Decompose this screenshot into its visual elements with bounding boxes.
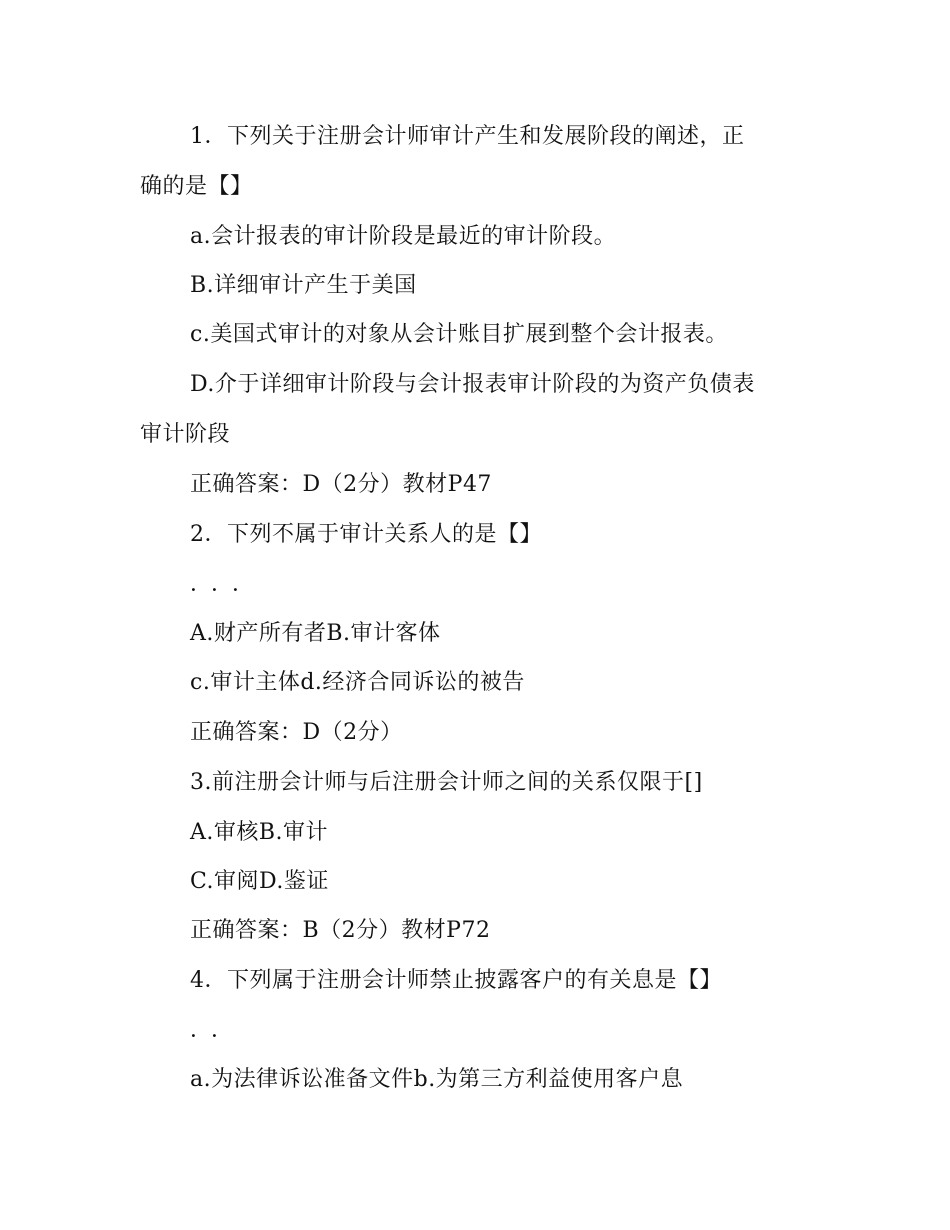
question-1-answer: 正确答案：D（2分）教材P47 [190,472,492,497]
question-3-options-ab: A.审核B.审计 [190,820,329,845]
question-1-option-a: a.会计报表的审计阶段是最近的审计阶段。 [190,224,617,249]
question-4-options-ab: a.为法律诉讼准备文件b.为第三方利益使用客户息 [190,1067,684,1092]
question-1-stem: 1．下列关于注册会计师审计产生和发展阶段的阐述，正 [190,124,745,149]
question-3-options-cd: C.审阅D.鉴证 [190,869,329,894]
question-2-options-cd: c.审计主体d.经济合同诉讼的被告 [190,670,525,695]
question-1-option-c: c.美国式审计的对象从会计账目扩展到整个会计报表。 [190,322,728,347]
question-2-dots: ．．． [190,572,265,597]
question-2-options-ab: A.财产所有者B.审计客体 [190,621,441,646]
question-1-option-d: D.介于详细审计阶段与会计报表审计阶段的为资产负债表 [190,372,755,397]
question-1-option-b: B.详细审计产生于美国 [190,273,417,298]
question-1-stem-continued: 确的是【】 [140,174,253,199]
question-1-option-d-continued: 审计阶段 [140,422,231,447]
question-2-stem: 2．下列不属于审计关系人的是【】 [190,522,542,547]
question-3-stem: 3.前注册会计师与后注册会计师之间的关系仅限于[] [190,770,703,795]
question-4-dots: ．． [190,1018,244,1043]
question-2-answer: 正确答案：D（2分） [190,720,403,745]
question-4-stem: 4．下列属于注册会计师禁止披露客户的有关息是【】 [190,968,722,993]
question-3-answer: 正确答案：B（2分）教材P72 [190,918,491,943]
